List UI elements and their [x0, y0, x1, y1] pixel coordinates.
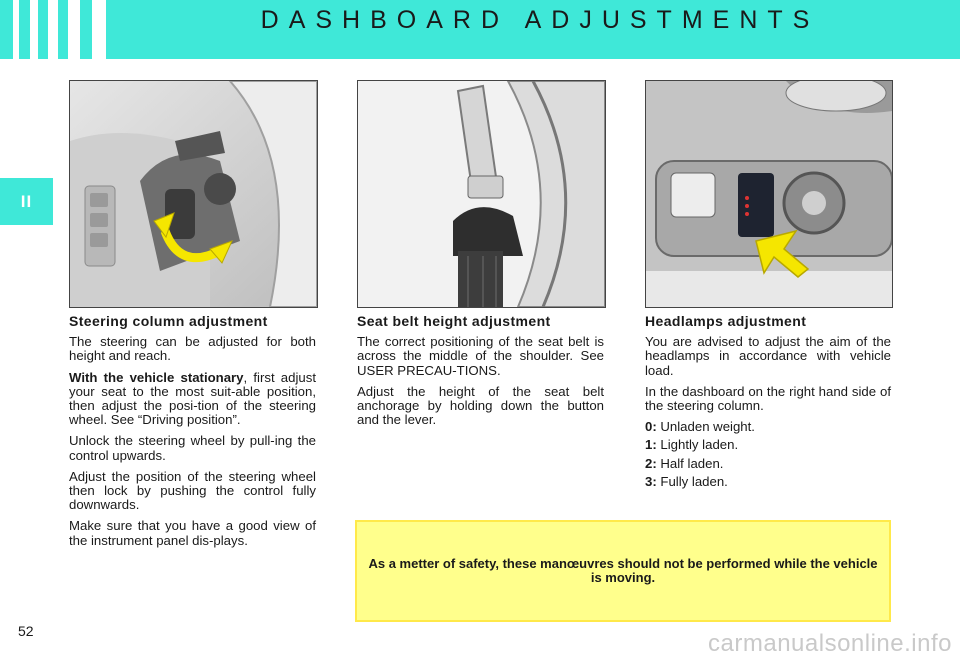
chapter-tab-label: II [20, 191, 33, 211]
setting-key: 1: [645, 437, 657, 453]
setting-text: Lightly laden. [656, 437, 739, 453]
steering-heading: Steering column adjustment [69, 313, 268, 329]
seat-belt-section [357, 314, 604, 434]
seat-belt-photo [357, 80, 606, 308]
steering-para-1: The steering can be adjusted for both height and reach. [69, 334, 316, 364]
seatbelt-para-1: The correct positioning of the seat belt is across the middle of the shoulder. See USER PRECAU-TIONS. [357, 334, 604, 378]
watermark: carmanualsonline.info [708, 630, 952, 657]
steering-para-4: Adjust the position of the steering wheel then lock by pushing the control fully downwards. [69, 468, 316, 513]
seatbelt-heading: Seat belt height adjustment [357, 313, 551, 329]
list-item [645, 457, 891, 471]
list-item [645, 475, 891, 489]
chapter-tab[interactable] [0, 178, 53, 225]
steering-para-2-rest: , first adjust your seat to the most suit-able position, then adjust the posi-tion of the steering wheel. See “Driving position”. [69, 369, 316, 428]
setting-key: 0: [645, 419, 657, 435]
setting-key: 2: [645, 455, 657, 471]
setting-text: Half laden. [656, 455, 724, 471]
safety-warning-box [355, 520, 891, 622]
steering-para-2 [69, 371, 316, 428]
list-item [645, 438, 891, 452]
list-item [645, 420, 891, 434]
headlamps-section [645, 314, 891, 493]
headlamps-para-2: In the dashboard on the right hand side of the steering column. [645, 383, 891, 414]
page-title: DASHBOARD ADJUSTMENTS [260, 6, 820, 34]
steering-para-2-bold: With the vehicle stationary [69, 369, 244, 385]
header-stripes [0, 0, 120, 59]
steering-para-5: Make sure that you have a good view of the instrument panel dis-plays. [69, 518, 316, 548]
headlamps-para-1: You are advised to adjust the aim of the headlamps in accordance with vehicle load. [645, 334, 891, 378]
page-number: 52 [18, 623, 34, 639]
headlamps-photo [645, 80, 893, 308]
steering-column-section [69, 314, 316, 555]
setting-key: 3: [645, 473, 657, 489]
safety-warning-text: As a metter of safety, these manœuvres should not be performed while the vehicle is moving. [368, 556, 878, 585]
seatbelt-para-2: Adjust the height of the seat belt anchorage by holding down the button and the lever. [357, 383, 604, 428]
headlamps-heading: Headlamps adjustment [645, 313, 807, 329]
header-band [0, 0, 960, 59]
headlamp-settings-list [645, 420, 891, 489]
setting-text: Fully laden. [656, 473, 728, 489]
steering-column-photo [69, 80, 318, 308]
setting-text: Unladen weight. [656, 419, 755, 435]
steering-para-3: Unlock the steering wheel by pull-ing the control upwards. [69, 433, 316, 463]
